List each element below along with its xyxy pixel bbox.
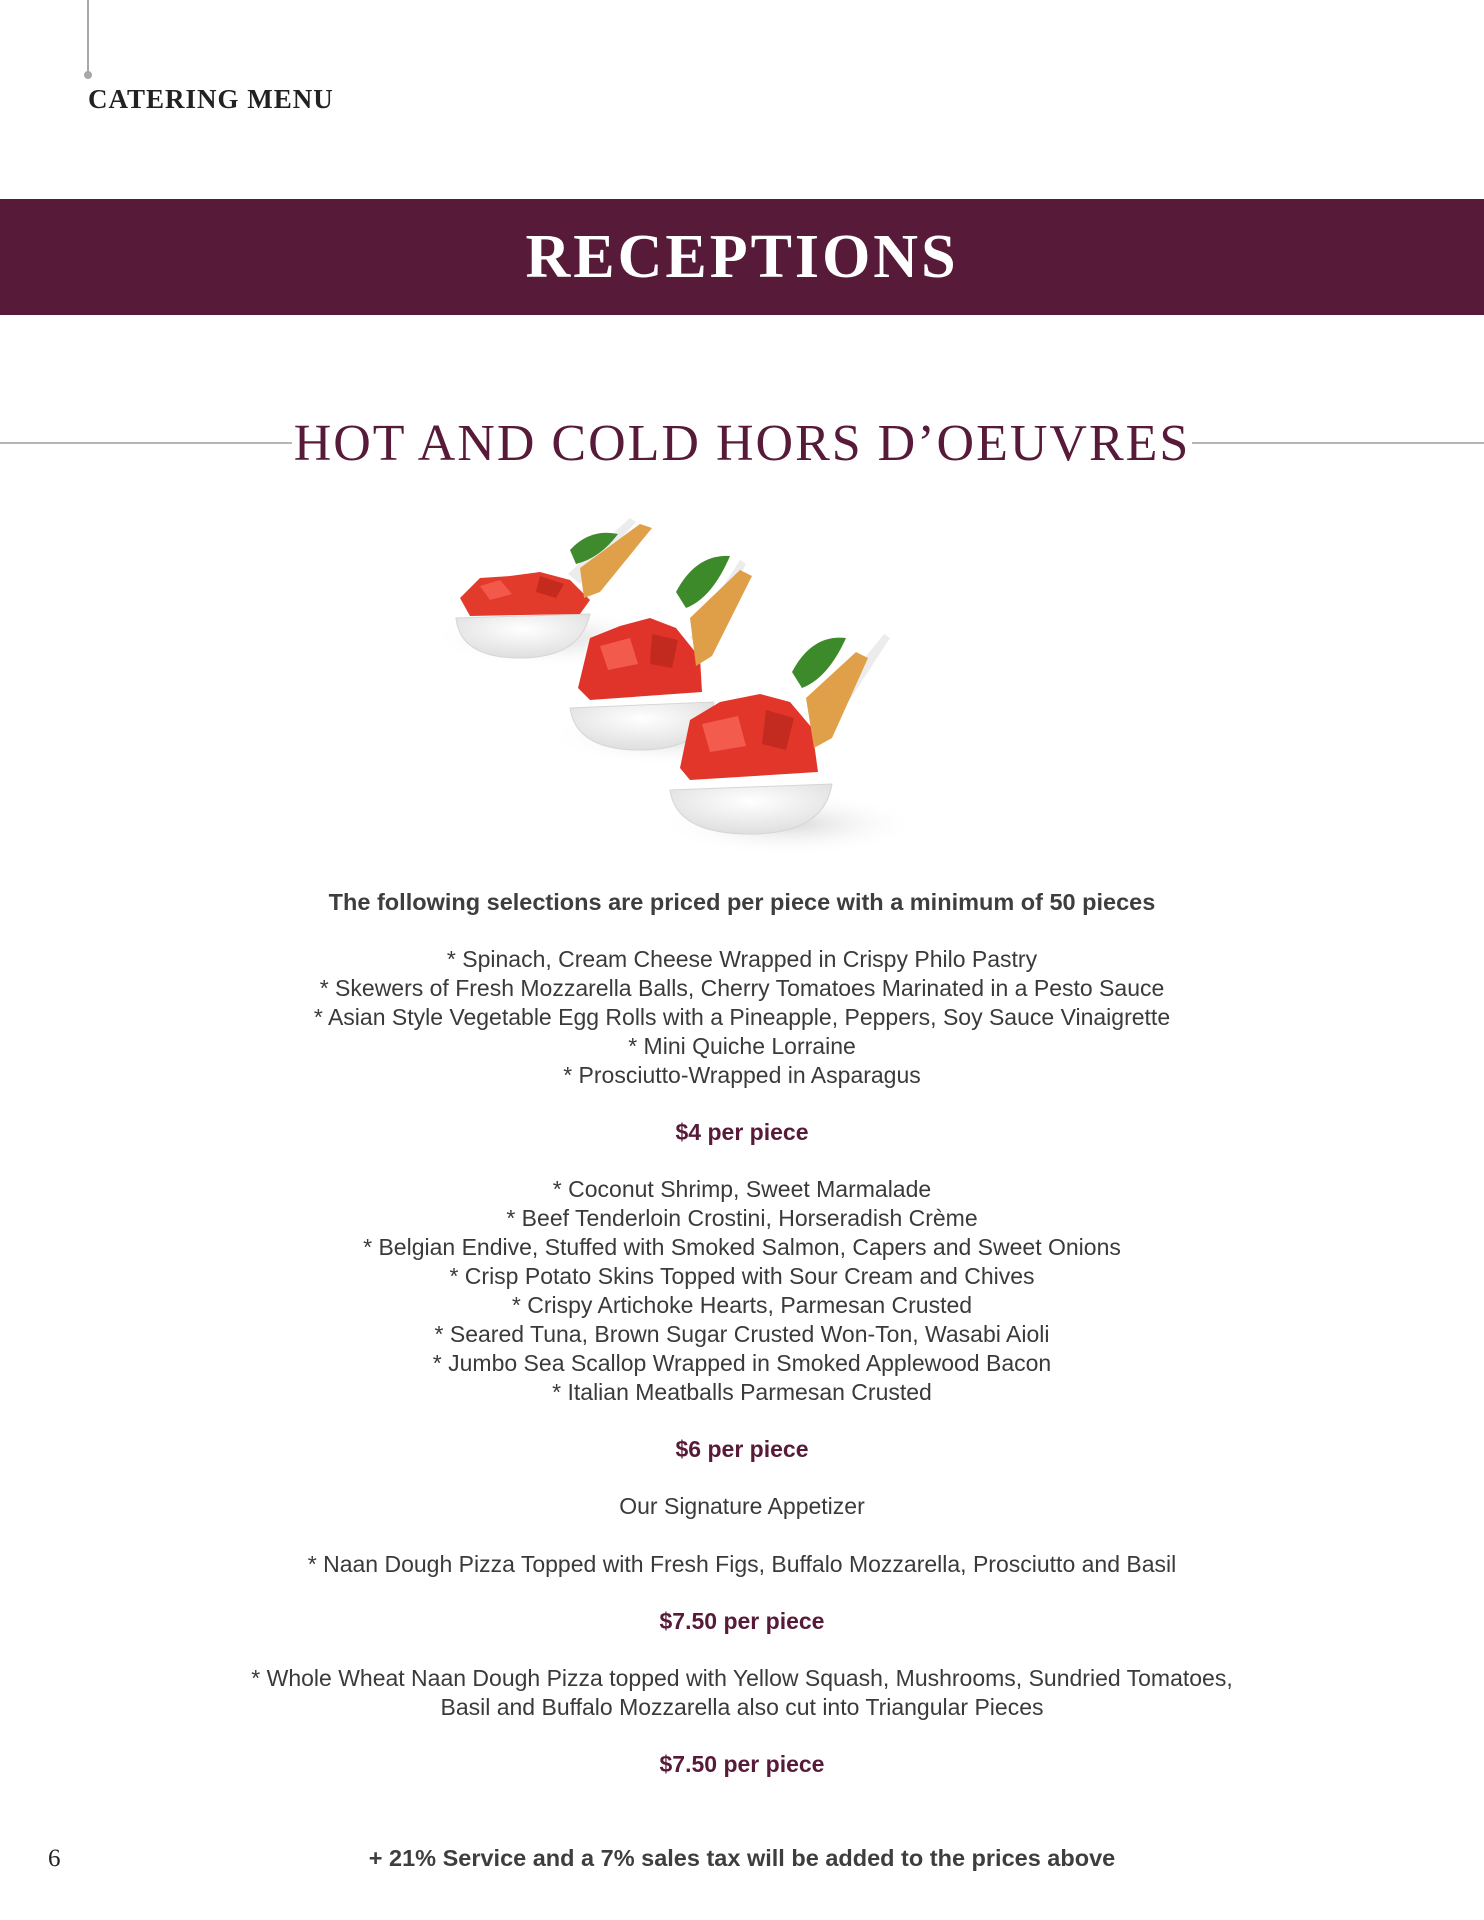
intro-text: The following selections are priced per piece with a minimum of 50 pieces [328,889,1156,915]
group-1-price: $4 per piece [675,1119,809,1145]
header-line-dot [84,71,92,79]
list-item: * Belgian Endive, Stuffed with Smoked Salmon, Capers and Sweet Onions [363,1234,1121,1260]
list-item: * Coconut Shrimp, Sweet Marmalade [552,1176,932,1202]
group-1-items [0,945,1484,1090]
wheat-price: $7.50 per piece [659,1751,825,1777]
service-tax-note: + 21% Service and a 7% sales tax will be added to the prices above [368,1845,1116,1871]
list-item: * Seared Tuna, Brown Sugar Crusted Won-Ton, Wasabi Aioli [434,1321,1050,1347]
group-2-price: $6 per piece [675,1436,809,1462]
section-rule-left [0,442,292,444]
group-2-items [0,1175,1484,1407]
signature-label: Our Signature Appetizer [619,1493,865,1519]
wheat-item-line-1: * Whole Wheat Naan Dough Pizza topped with Yellow Squash, Mushrooms, Sundried Tomatoes, [251,1665,1233,1691]
catering-menu-label: CATERING MENU [88,84,334,114]
header-vertical-line [87,0,89,74]
list-item: * Crisp Potato Skins Topped with Sour Cream and Chives [449,1263,1035,1289]
page-number: 6 [48,1845,61,1872]
wheat-item-line-2: Basil and Buffalo Mozzarella also cut into Triangular Pieces [440,1694,1044,1720]
list-item: * Mini Quiche Lorraine [628,1033,856,1059]
banner-title: RECEPTIONS [525,222,959,291]
signature-price: $7.50 per piece [659,1608,825,1634]
section-rule-right [1192,442,1484,444]
list-item: * Spinach, Cream Cheese Wrapped in Crispy Philo Pastry [446,946,1038,972]
list-item: * Prosciutto-Wrapped in Asparagus [563,1062,921,1088]
menu-content [0,888,1484,1807]
list-item: * Crispy Artichoke Hearts, Parmesan Crusted [511,1292,973,1318]
receptions-banner [0,199,1484,315]
list-item: * Asian Style Vegetable Egg Rolls with a Pineapple, Peppers, Soy Sauce Vinaigrette [313,1004,1171,1030]
appetizer-spoons-photo [440,488,1040,878]
list-item: * Skewers of Fresh Mozzarella Balls, Cherry Tomatoes Marinated in a Pesto Sauce [319,975,1165,1001]
section-heading [0,412,1484,474]
list-item: * Beef Tenderloin Crostini, Horseradish Crème [506,1205,978,1231]
list-item: * Italian Meatballs Parmesan Crusted [552,1379,932,1405]
signature-item: * Naan Dough Pizza Topped with Fresh Figs, Buffalo Mozzarella, Prosciutto and Basil [307,1551,1177,1577]
list-item: * Jumbo Sea Scallop Wrapped in Smoked Applewood Bacon [432,1350,1052,1376]
section-title: HOT AND COLD HORS D’OEUVRES [293,414,1191,472]
